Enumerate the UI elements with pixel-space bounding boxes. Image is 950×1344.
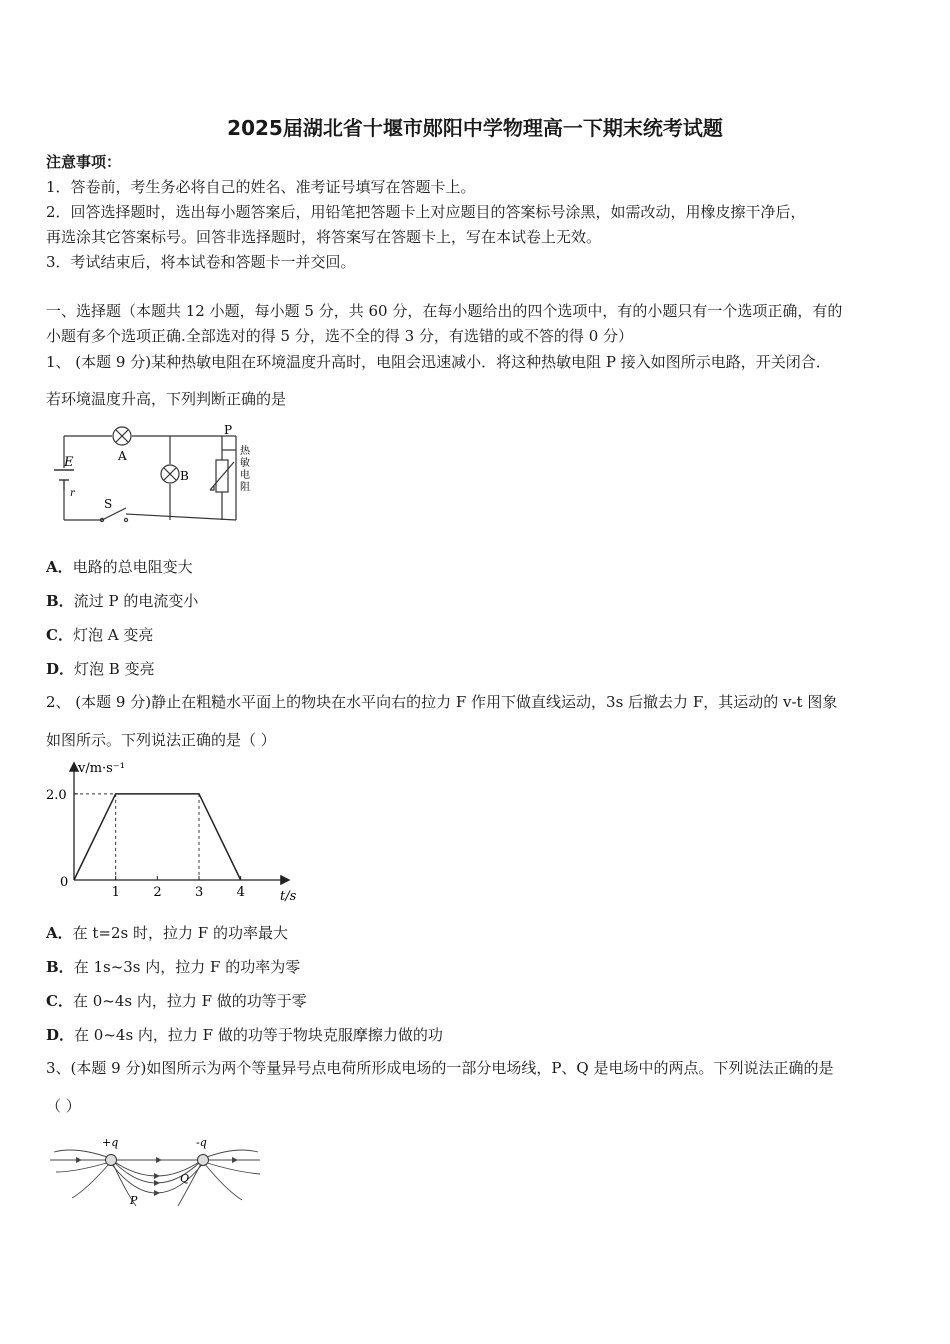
- q1-option-b-text: 流过 P 的电流变小: [73, 592, 199, 610]
- origin-label: 0: [60, 875, 69, 890]
- question-1-stem-line1: 1、 (本题 9 分)某种热敏电阻在环境温度升高时，电阻会迅速减小．将这种热敏电阻 P 接入如图所示电路，开关闭合．: [46, 353, 831, 371]
- vt-chart: [40, 758, 300, 908]
- q1-option-a-letter: A．: [46, 558, 73, 576]
- x-tick-label-1: 1: [111, 885, 120, 900]
- x-tick-label-3: 3: [195, 885, 204, 900]
- label-thermistor-4: 阻: [240, 482, 250, 493]
- notice-heading: 注意事项：: [46, 153, 122, 171]
- q2-option-b-letter: B．: [46, 958, 74, 976]
- label-p: P: [224, 423, 233, 437]
- q1-option-b-letter: B．: [46, 592, 74, 610]
- question-3-stem-line2: （ ）: [46, 1097, 81, 1115]
- question-3-stem-line1: 3、(本题 9 分)如图所示为两个等量异号点电荷所形成电场的一部分电场线，P、Q 是电场中的两点。下列说法正确的是: [46, 1059, 834, 1077]
- question-1-stem-line2: 若环境温度升高，下列判断正确的是: [46, 390, 287, 408]
- label-thermistor-3: 电: [240, 470, 250, 481]
- label-thermistor-1: 热: [240, 446, 250, 457]
- q2-option-d-letter: D．: [46, 1026, 75, 1044]
- q1-option-a-text: 电路的总电阻变大: [72, 558, 193, 576]
- q1-option-a: [46, 556, 193, 577]
- x-tick-label-2: 2: [153, 885, 162, 900]
- notice-item-2b: 再选涂其它答案标号。回答非选择题时，将答案写在答题卡上，写在本试卷上无效。: [46, 228, 602, 246]
- q2-option-c-letter: C．: [46, 992, 73, 1010]
- q1-option-d-text: 灯泡 B 变亮: [74, 660, 155, 678]
- label-point-p: P: [130, 1194, 138, 1207]
- negative-charge-icon: [198, 1155, 209, 1166]
- velocity-series-line: [74, 794, 241, 880]
- label-thermistor-2: 敏: [240, 458, 250, 469]
- q1-option-c: [46, 624, 153, 645]
- label-r: r: [70, 488, 75, 499]
- q2-option-a: [46, 922, 288, 943]
- label-e: E: [64, 455, 74, 470]
- x-tick-label-4: 4: [236, 885, 245, 900]
- x-axis-label: t/s: [280, 889, 297, 904]
- section-1-instructions-line1: 一、选择题（本题共 12 小题，每小题 5 分，共 60 分，在每小题给出的四个选项中，有的小题只有一个选项正确，有的: [46, 302, 843, 320]
- section-1-instructions-line2: 小题有多个选项正确.全部选对的得 5 分，选不全的得 3 分，有选错的或不答的得 0 分）: [46, 327, 634, 345]
- label-a: A: [118, 449, 127, 463]
- thermistor-icon: [210, 460, 234, 492]
- lamp-a-icon: [113, 427, 131, 445]
- y-tick-label-0: 2.0: [46, 787, 67, 803]
- q1-option-b: [46, 590, 198, 611]
- q2-option-c-text: 在 0~4s 内，拉力 F 做的功等于零: [72, 992, 307, 1010]
- page-title: 2025届湖北省十堰市郧阳中学物理高一下期末统考试题: [227, 116, 723, 140]
- q2-option-a-text: 在 t=2s 时，拉力 F 的功率最大: [72, 924, 288, 942]
- battery-icon: [54, 470, 74, 490]
- q1-option-c-text: 灯泡 A 变亮: [72, 626, 154, 644]
- label-minus-q: -q: [196, 1136, 207, 1149]
- q2-option-c: [46, 990, 307, 1011]
- q2-option-d-text: 在 0~4s 内，拉力 F 做的功等于物块克服摩擦力做的功: [74, 1026, 443, 1044]
- label-b: B: [180, 469, 189, 483]
- label-point-q: Q: [180, 1172, 190, 1185]
- lamp-b-icon: [161, 465, 179, 483]
- q2-option-b-text: 在 1s~3s 内，拉力 F 的功率为零: [73, 958, 301, 976]
- y-axis-label: v/m·s⁻¹: [78, 761, 125, 776]
- q1-option-d: [46, 658, 155, 679]
- label-s: S: [104, 497, 113, 511]
- electric-field-diagram: [46, 1132, 276, 1212]
- notice-item-2a: 2．回答选择题时，选出每小题答案后，用铅笔把答题卡上对应题目的答案标号涂黑，如需改动，用橡皮擦干净后，: [46, 203, 806, 221]
- q1-option-d-letter: D．: [46, 660, 75, 678]
- q2-option-d: [46, 1024, 443, 1045]
- positive-charge-icon: [106, 1155, 117, 1166]
- question-2-stem-line2: 如图所示。下列说法正确的是（ ）: [46, 731, 276, 749]
- question-2-stem-line1: 2、 (本题 9 分)静止在粗糙水平面上的物块在水平向右的拉力 F 作用下做直线运动，3s 后撤去力 F，其运动的 v-t 图象: [46, 693, 838, 711]
- notice-item-3: 3．考试结束后，将本试卷和答题卡一并交回。: [46, 253, 356, 271]
- notice-item-1: 1．答卷前，考生务必将自己的姓名、准考证号填写在答题卡上。: [46, 178, 476, 196]
- q1-option-c-letter: C．: [46, 626, 73, 644]
- q2-option-b: [46, 956, 300, 977]
- label-plus-q: +q: [102, 1136, 119, 1149]
- circuit-diagram: [46, 420, 266, 530]
- q2-option-a-letter: A．: [46, 924, 73, 942]
